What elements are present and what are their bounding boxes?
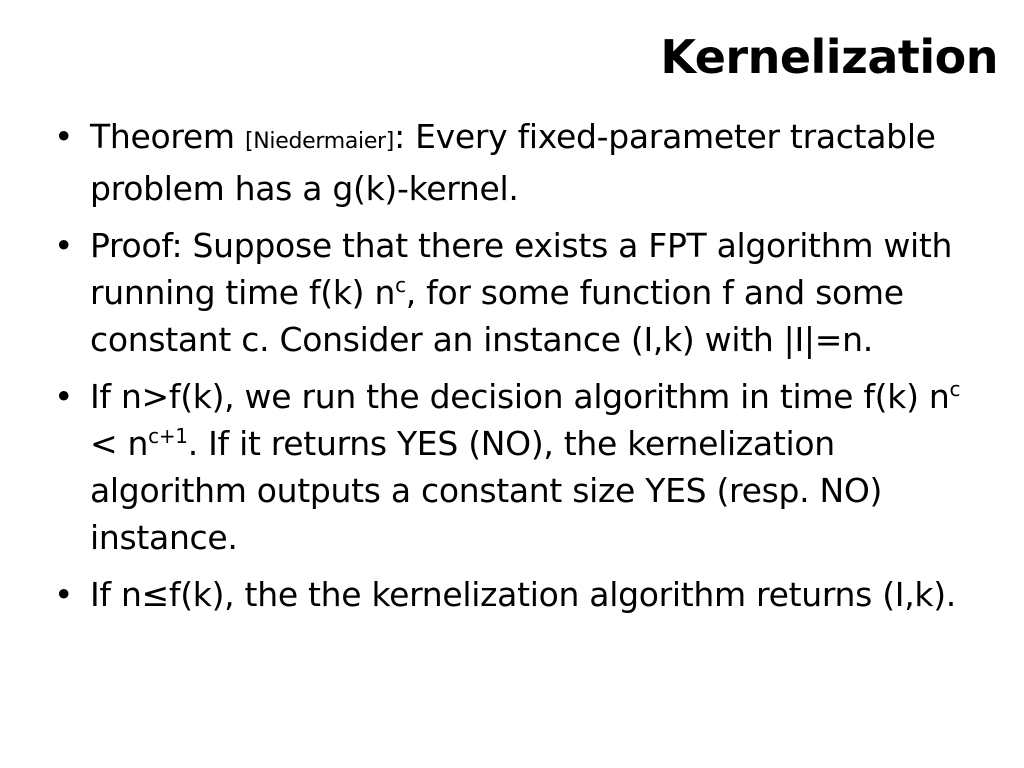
slide-title: Kernelization — [660, 30, 998, 84]
case-large-text-start: If n>f(k), we run the decision algorithm in time f(k) n — [90, 377, 950, 416]
bullet-case-large — [54, 373, 994, 561]
bullet-case-small — [54, 571, 994, 618]
case-small-text: If n≤f(k), the the kernelization algorithm returns (I,k). — [90, 575, 956, 614]
bullet-icon: • — [54, 117, 74, 156]
bullet-icon: • — [54, 226, 74, 265]
case-large-text-mid: < n — [90, 424, 149, 463]
exponent-c-plus-1: c+1 — [148, 424, 188, 448]
theorem-label: Theorem — [90, 117, 245, 156]
bullet-icon: • — [54, 377, 74, 416]
proof-text-start: Proof: Suppose that there exists a FPT algorithm with running time f(k) n — [90, 226, 953, 312]
citation: [Niedermaier] — [244, 129, 395, 154]
exponent-c: c — [395, 273, 406, 297]
case-large-text-end: . If it returns YES (NO), the kernelization algorithm outputs a constant size YES (resp. NO) instance. — [90, 424, 883, 557]
bullet-theorem — [54, 113, 994, 212]
exponent-c: c — [949, 377, 961, 401]
bullet-icon: • — [54, 575, 74, 614]
bullet-proof — [54, 222, 994, 363]
bullet-list — [54, 113, 994, 628]
proof-text-end: , for some function f and some constant c. Consider an instance (I,k) with |I|=n. — [90, 273, 904, 359]
theorem-statement: : Every fixed-parameter tractable problem has a g(k)-kernel. — [90, 117, 936, 208]
